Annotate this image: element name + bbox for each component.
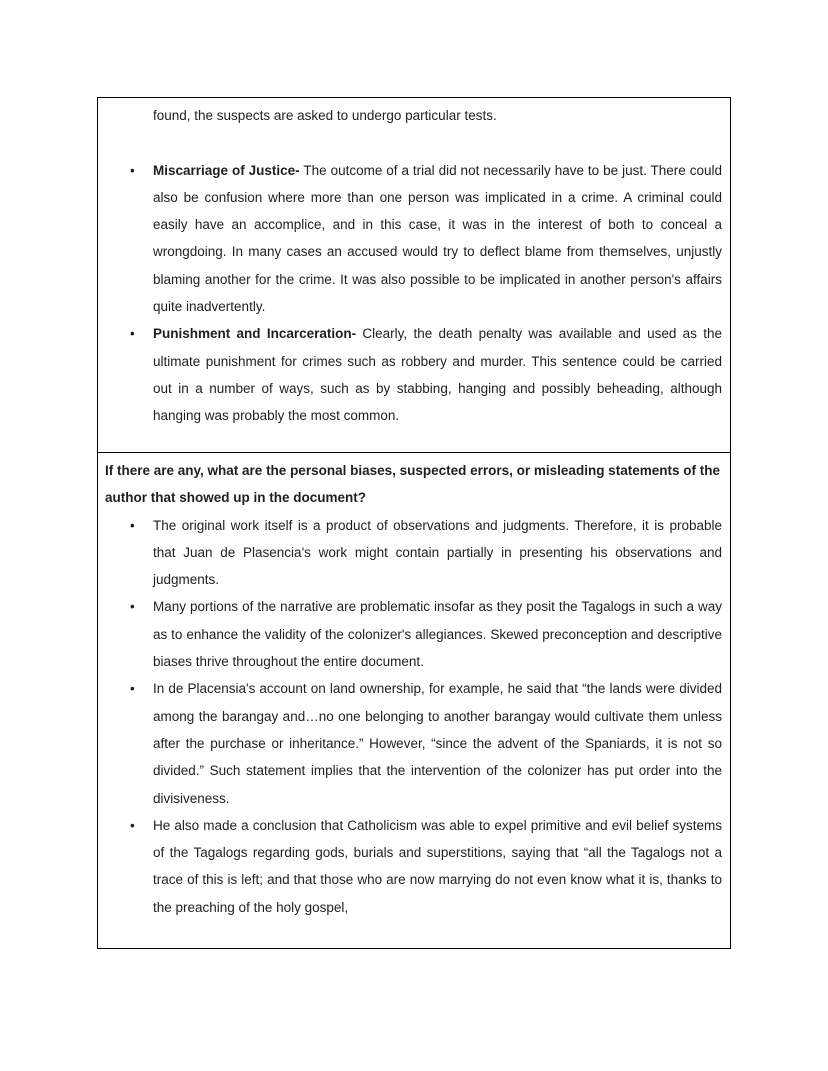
question-heading: If there are any, what are the personal biases, suspected errors, or misleading statements of the author that showed up in the document? (105, 463, 720, 506)
list-item (153, 320, 722, 429)
bullet-text: Clearly, the death penalty was available and used as the ultimate punishment for crimes such as robbery and murder. This sentence could be carried out in a number of ways, such as by stabbing, hanging and possibly beheading, although hanging was probably the most common. (153, 326, 722, 424)
table-cell-biases (98, 452, 730, 948)
list-item (153, 157, 722, 321)
list-item: • Many portions of the narrative are problematic insofar as they posit the Tagalogs in such a way as to enhance the validity of the colonizer's allegiances. Skewed preconception and descriptive biases thrive throughout the entire document. (153, 593, 722, 675)
document-table (97, 97, 731, 949)
bullet-text: The outcome of a trial did not necessarily have to be just. There could also be confusion where more than one person was implicated in a crime. A criminal could easily have an accomplice, and in this case, it was in the interest of both to conceal a wrongdoing. In many cases an accused would try to deflect blame from themselves, unjustly blaming another for the crime. It was also possible to be implicated in another person's affairs quite inadvertently. (153, 162, 722, 315)
bullet-list-row1 (105, 157, 722, 430)
list-item: • In de Placensia's account on land ownership, for example, he said that “the lands were divided among the barangay and…no one belonging to another barangay would cultivate them unless after the purchase or inheritance.” However, “since the advent of the Spaniards, it is not so divided.” Such statement implies that the intervention of the colonizer has put order into the divisiveness. (153, 675, 722, 811)
table-cell-punishment (98, 98, 730, 452)
list-item: • The original work itself is a product of observations and judgments. Therefore, it is probable that Juan de Plasencia's work might contain partially in presenting his observations and judgments. (153, 512, 722, 594)
bullet-term: Punishment and Incarceration- (153, 326, 357, 342)
bullet-term: Miscarriage of Justice- (153, 162, 300, 178)
bullet-list-row2 (105, 512, 722, 921)
intro-paragraph: found, the suspects are asked to undergo particular tests. (153, 108, 497, 123)
list-item: • He also made a conclusion that Catholicism was able to expel primitive and evil belief systems of the Tagalogs regarding gods, burials and superstitions, saying that “all the Tagalogs not a trace of this is left; and that those who are now marrying do not even know what it is, thanks to the preaching of the holy gospel, (153, 812, 722, 921)
